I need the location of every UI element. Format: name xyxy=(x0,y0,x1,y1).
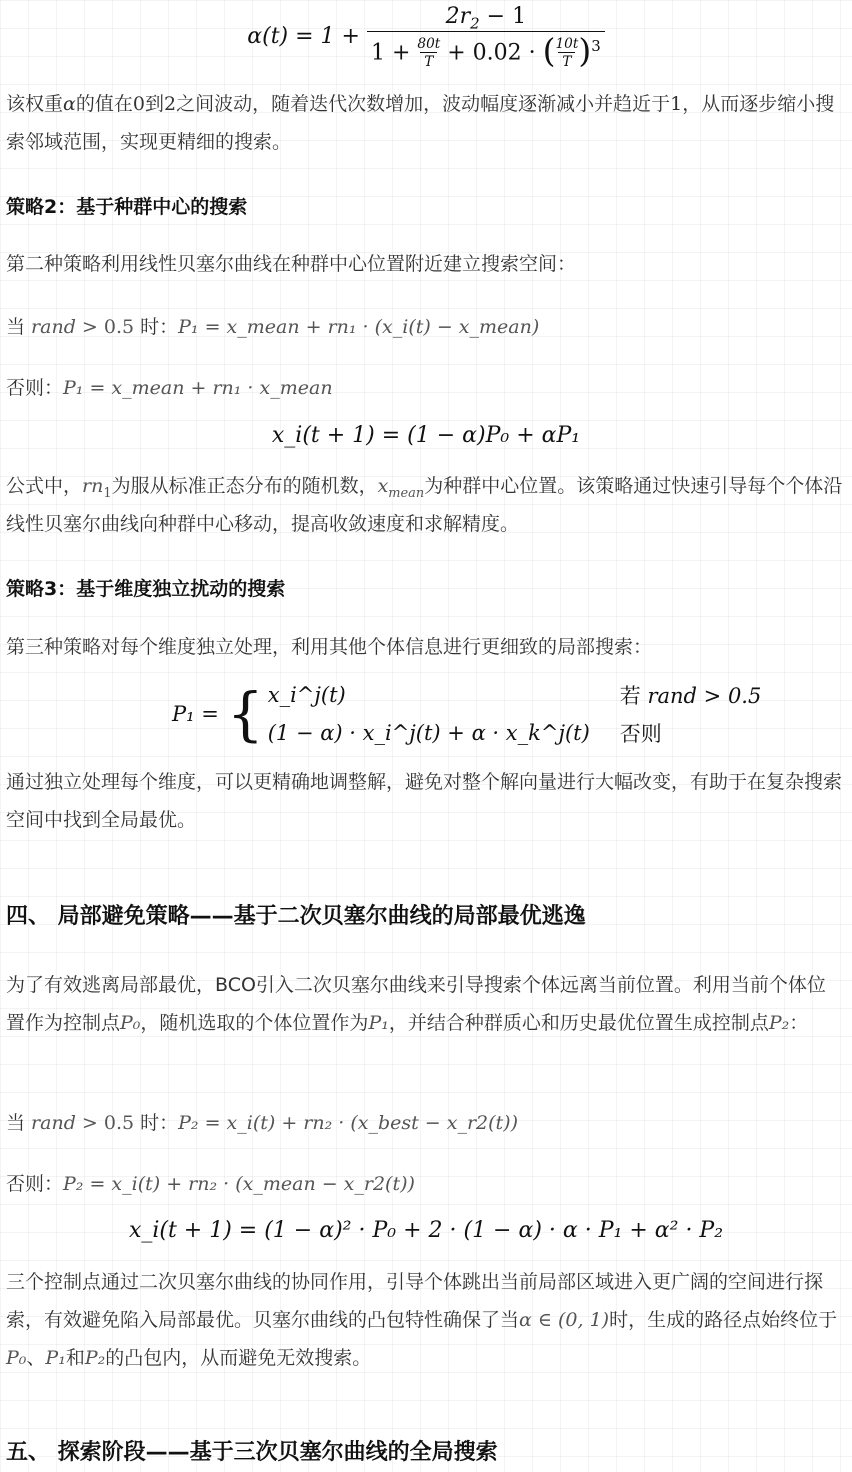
p1-text-e: ，从而逐步缩小搜索邻域范围，实现更精细的搜索。 xyxy=(6,93,835,153)
paragraph-section-4-explain xyxy=(6,1263,844,1377)
heading-section-4: 四、 局部避免策略——基于二次贝塞尔曲线的局部最优逃逸 xyxy=(6,904,586,929)
s4-if-rand: rand xyxy=(31,1112,76,1134)
s4-else-formula: P₂ = x_i(t) + rn₂ · (x_mean − x_r2(t)) xyxy=(63,1173,415,1195)
equation-linear-text: x_i(t + 1) = (1 − α)P₀ + αP₁ xyxy=(271,423,581,448)
p7-p1: P₁ xyxy=(45,1347,66,1369)
p7-text-e: 的凸包内，从而避免无效搜索。 xyxy=(105,1347,372,1369)
p6-p0: P₀ xyxy=(120,1012,141,1034)
p7-p0: P₀ xyxy=(6,1347,27,1369)
cases-row-2 xyxy=(268,714,762,752)
strategy-2-condition-else xyxy=(6,369,844,407)
s4-else-pre: 否则： xyxy=(6,1173,64,1195)
p3-text-a: 公式中， xyxy=(6,475,83,497)
equation-quadratic-bezier xyxy=(0,1218,852,1243)
equation-quadratic-text: x_i(t + 1) = (1 − α)² · P₀ + 2 · (1 − α) · α · P₁ + α² · P₂ xyxy=(128,1218,724,1243)
p3-rn: rn xyxy=(82,475,104,497)
case-1-expression: x_i^j(t) xyxy=(267,683,346,707)
p3-x: x xyxy=(377,475,389,497)
eq-den-exp: 3 xyxy=(591,37,601,56)
p6-text-d: ： xyxy=(789,1012,809,1034)
eq-den-frac1 xyxy=(417,37,440,70)
eq-num-tail: − 1 xyxy=(479,4,527,29)
cases-brace: { xyxy=(226,680,264,748)
p1-two: 2 xyxy=(163,93,177,115)
p6-p2: P₂ xyxy=(768,1012,790,1034)
eq-den-b: + 0.02 · xyxy=(447,40,543,66)
p7-text-b: 时，生成的路径点始终位于 xyxy=(609,1309,838,1331)
eq-num-sub: 2 xyxy=(470,14,480,33)
s2-else-formula: P₁ = x_mean + rn₁ · x_mean xyxy=(63,377,333,399)
p3-text-c: 为种群中心位置。该策略通过快速引导每个个体沿线性贝塞尔曲线向种群中心移动，提高收敛速度和求解精度。 xyxy=(6,475,843,535)
case-1-cond-math: rand > 0.5 xyxy=(647,684,762,708)
p1-one: 1 xyxy=(670,93,683,115)
case-1-condition xyxy=(620,676,762,714)
p3-rn-sub: 1 xyxy=(103,485,112,501)
eq-den-frac1-num: 80t xyxy=(417,35,441,52)
case-2-expression: (1 − α) · x_i^j(t) + α · x_k^j(t) xyxy=(267,721,590,745)
paragraph-strategy-3-explain: 通过独立处理每个维度，可以更精确地调整解，避免对整个解向量进行大幅改变，有助于在复杂搜索空间中找到全局最优。 xyxy=(6,771,843,831)
eq-den-frac2-num: 10t xyxy=(555,35,579,52)
p7-text-d: 和 xyxy=(65,1347,85,1369)
p3-text-b: 为服从标准正态分布的随机数， xyxy=(111,475,378,497)
p1-text-d: 之间波动，随着迭代次数增加，波动幅度逐渐减小并趋近于 xyxy=(176,93,671,115)
p1-text-b: 的值在 xyxy=(75,93,133,115)
section-4-condition-if xyxy=(6,1104,844,1142)
paragraph-section-4-intro xyxy=(6,966,844,1042)
s4-if-mid: 时： xyxy=(134,1112,179,1134)
eq-den-a: 1 + xyxy=(370,40,418,66)
p7-text-c: 、 xyxy=(26,1347,46,1369)
eq-den-frac2 xyxy=(556,37,579,70)
equation-alpha-fraction: $2r_2 - 1$ 1 + $\frac{80t}{T}$ + 0.02 · ( $\frac{10t}{T}$ )$^3$ xyxy=(367,4,605,70)
p7-text-a: 三个控制点通过二次贝塞尔曲线的协同作用，引导个体跳出当前局部区域进入更广阔的空间进行探索，有效避免陷入局部最优。贝塞尔曲线的凸包特性确保了当 xyxy=(6,1271,824,1331)
s2-if-pre: 当 xyxy=(6,316,32,338)
s2-if-mid: 时： xyxy=(134,316,179,338)
strategy-2-condition-if xyxy=(6,308,844,346)
p7-p2: P₂ xyxy=(84,1347,106,1369)
p1-text-a: 该权重 xyxy=(6,93,64,115)
paragraph-alpha-description xyxy=(6,85,844,161)
eq-num: 2r xyxy=(445,4,471,29)
s2-else-pre: 否则： xyxy=(6,377,64,399)
cases-lhs: P₁ = xyxy=(172,702,219,726)
p1-zero: 0 xyxy=(132,93,145,115)
paragraph-strategy-2-intro: 第二种策略利用线性贝塞尔曲线在种群中心位置附近建立搜索空间： xyxy=(6,253,577,275)
p6-p1: P₁ xyxy=(368,1012,389,1034)
p1-text-c: 到 xyxy=(144,93,164,115)
heading-strategy-2: 策略2：基于种群中心的搜索 xyxy=(6,196,248,218)
cases-row-1 xyxy=(268,676,762,714)
equation-alpha xyxy=(0,4,852,70)
eq-den-frac2-den: T xyxy=(558,52,575,70)
s4-if-pre: 当 xyxy=(6,1112,32,1134)
heading-section-5: 五、 探索阶段——基于三次贝塞尔曲线的全局搜索 xyxy=(6,1440,498,1465)
p3-x-sub: mean xyxy=(388,485,425,501)
equation-alpha-lhs: α(t) = 1 + xyxy=(247,23,360,49)
s2-if-rand: rand xyxy=(31,316,76,338)
cases-table xyxy=(268,676,762,752)
case-2-condition: 否则 xyxy=(619,722,662,746)
s2-if-cmp: > 0.5 xyxy=(75,316,135,338)
p7-condition: α ∈ (0, 1) xyxy=(519,1309,610,1331)
equation-linear-bezier xyxy=(0,423,852,448)
equation-cases xyxy=(172,676,761,752)
paragraph-strategy-3-intro: 第三种策略对每个维度独立处理，利用其他个体信息进行更细致的局部搜索： xyxy=(6,636,653,658)
p6-text-b: ，随机选取的个体位置作为 xyxy=(140,1012,369,1034)
case-1-cond-zh: 若 xyxy=(619,684,648,708)
heading-strategy-3: 策略3：基于维度独立扰动的搜索 xyxy=(6,578,286,600)
paragraph-strategy-2-explain xyxy=(6,467,844,543)
section-4-condition-else xyxy=(6,1165,844,1203)
p1-alpha: α xyxy=(63,93,76,115)
s4-if-cmp: > 0.5 xyxy=(75,1112,135,1134)
s2-if-formula: P₁ = x_mean + rn₁ · (x_i(t) − x_mean) xyxy=(178,316,540,338)
p6-text-c: ，并结合种群质心和历史最优位置生成控制点 xyxy=(388,1012,769,1034)
p6-text-a: 为了有效逃离局部最优，BCO引入二次贝塞尔曲线来引导搜索个体远离当前位置。利用当前个体位置作为控制点 xyxy=(6,974,826,1034)
s4-if-formula: P₂ = x_i(t) + rn₂ · (x_best − x_r2(t)) xyxy=(178,1112,519,1134)
eq-den-frac1-den: T xyxy=(420,52,437,70)
